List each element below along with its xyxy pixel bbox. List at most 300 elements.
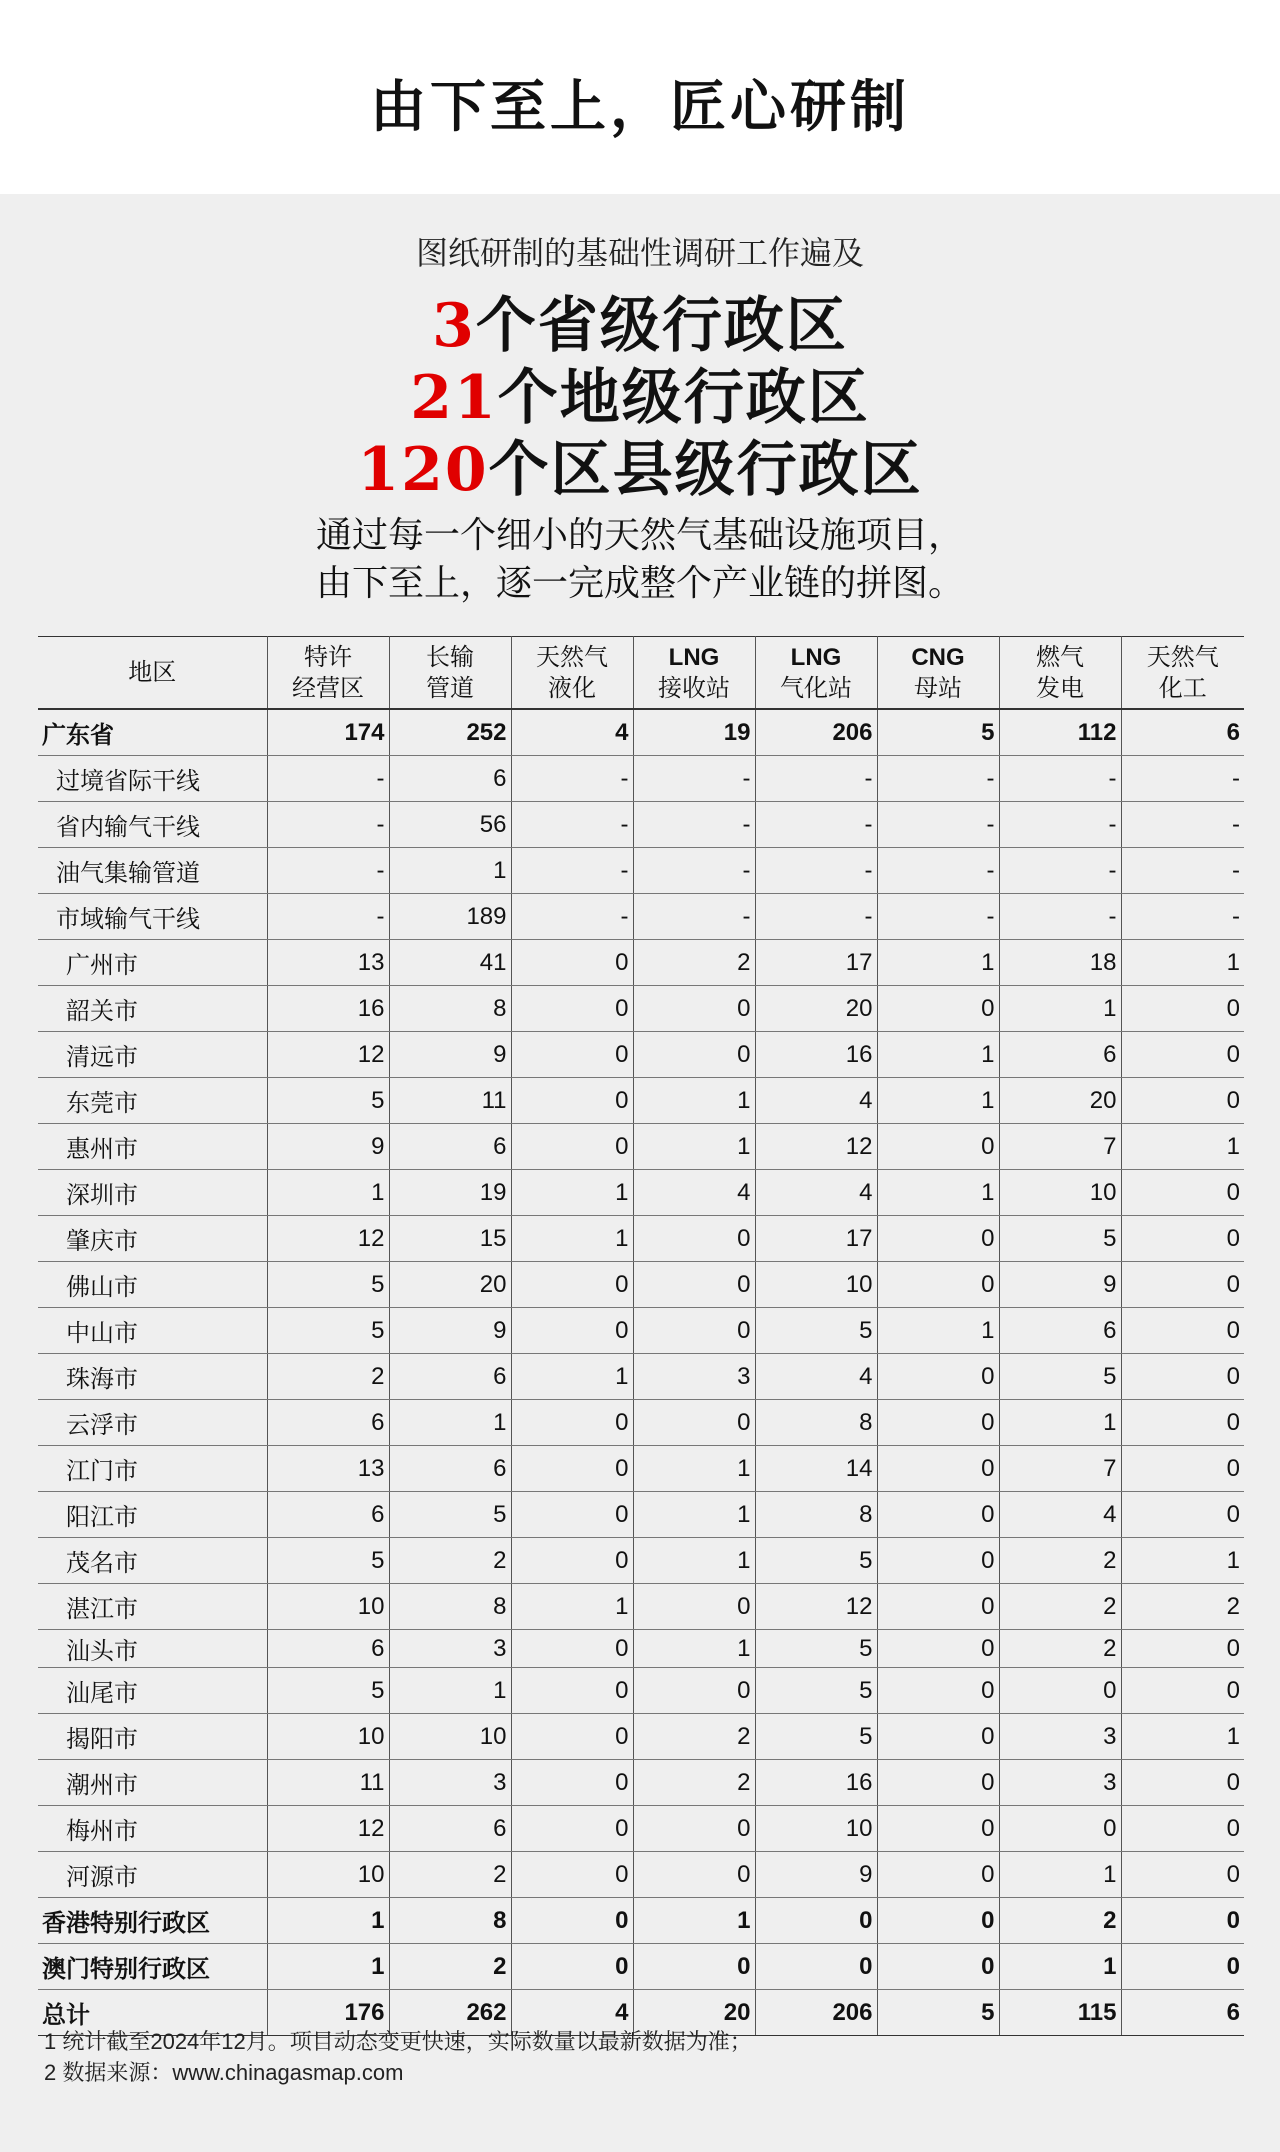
value-cell: 10 [267, 1852, 389, 1898]
column-header-line2: 液化 [548, 674, 596, 702]
value-cell: 0 [755, 1898, 877, 1944]
region-cell: 清远市 [38, 1032, 267, 1078]
value-cell: 5 [999, 1216, 1121, 1262]
value-cell: 2 [633, 1760, 755, 1806]
value-cell: - [267, 802, 389, 848]
stat-label: 个区县级行政区 [488, 435, 923, 505]
value-cell: 1 [511, 1584, 633, 1630]
table-row [38, 1078, 1244, 1124]
value-cell: 3 [999, 1714, 1121, 1760]
value-cell: 5 [267, 1538, 389, 1584]
value-cell: 5 [267, 1668, 389, 1714]
lead-text: 图纸研制的基础性调研工作遍及 [415, 234, 864, 272]
value-cell: 0 [1121, 1668, 1244, 1714]
value-cell: 1 [511, 1354, 633, 1400]
value-cell: 0 [633, 986, 755, 1032]
value-cell: 1 [267, 1944, 389, 1990]
description [0, 512, 1280, 608]
table-row [38, 1308, 1244, 1354]
value-cell: 15 [389, 1216, 511, 1262]
value-cell: - [511, 848, 633, 894]
value-cell: 10 [267, 1584, 389, 1630]
value-cell: 2 [389, 1538, 511, 1584]
value-cell: 0 [511, 1262, 633, 1308]
table-row [38, 894, 1244, 940]
value-cell: 0 [633, 1216, 755, 1262]
table-row [38, 1714, 1244, 1760]
value-cell: 1 [633, 1538, 755, 1584]
value-cell: 8 [755, 1492, 877, 1538]
value-cell: 0 [1121, 1446, 1244, 1492]
value-cell: 0 [633, 1584, 755, 1630]
value-cell: 6 [267, 1400, 389, 1446]
value-cell: 1 [999, 1944, 1121, 1990]
region-cell: 韶关市 [38, 986, 267, 1032]
table-row [38, 1354, 1244, 1400]
value-cell: 0 [1121, 1216, 1244, 1262]
value-cell: 5 [389, 1492, 511, 1538]
value-cell: 0 [511, 1944, 633, 1990]
region-cell: 油气集输管道 [38, 848, 267, 894]
value-cell: 0 [633, 1668, 755, 1714]
value-cell: 174 [267, 709, 389, 756]
value-cell: 252 [389, 709, 511, 756]
value-cell: 0 [511, 1806, 633, 1852]
value-cell: 0 [1121, 1852, 1244, 1898]
table-row [38, 1170, 1244, 1216]
value-cell: 1 [511, 1170, 633, 1216]
value-cell: 10 [755, 1262, 877, 1308]
value-cell: 10 [389, 1714, 511, 1760]
value-cell: 9 [755, 1852, 877, 1898]
value-cell: 0 [1121, 986, 1244, 1032]
value-cell: - [511, 894, 633, 940]
value-cell: 1 [999, 986, 1121, 1032]
value-cell: 41 [389, 940, 511, 986]
value-cell: 0 [511, 1492, 633, 1538]
value-cell: - [999, 802, 1121, 848]
value-cell: 0 [877, 1668, 999, 1714]
value-cell: 4 [511, 709, 633, 756]
value-cell: - [1121, 848, 1244, 894]
value-cell: 9 [999, 1262, 1121, 1308]
value-cell: 0 [877, 1630, 999, 1668]
table-row [38, 1538, 1244, 1584]
value-cell: 3 [633, 1354, 755, 1400]
value-cell: 16 [267, 986, 389, 1032]
stat-number: 120 [357, 435, 489, 505]
value-cell: 0 [1121, 1630, 1244, 1668]
value-cell: - [1121, 756, 1244, 802]
value-cell: 1 [1121, 1124, 1244, 1170]
region-cell: 广州市 [38, 940, 267, 986]
region-cell: 湛江市 [38, 1584, 267, 1630]
value-cell: 16 [755, 1032, 877, 1078]
region-cell: 河源市 [38, 1852, 267, 1898]
value-cell: 2 [389, 1944, 511, 1990]
stat-province [0, 290, 1280, 362]
column-header-line1: CNG [911, 643, 965, 671]
value-cell: 2 [267, 1354, 389, 1400]
value-cell: 206 [755, 709, 877, 756]
column-header [633, 637, 755, 710]
region-cell: 市域输气干线 [38, 894, 267, 940]
value-cell: - [999, 848, 1121, 894]
value-cell: 2 [999, 1898, 1121, 1944]
value-cell: 12 [755, 1584, 877, 1630]
value-cell: 5 [877, 709, 999, 756]
value-cell: - [633, 848, 755, 894]
value-cell: 6 [267, 1492, 389, 1538]
value-cell: - [999, 756, 1121, 802]
value-cell: 5 [267, 1262, 389, 1308]
value-cell: 1 [877, 1078, 999, 1124]
value-cell: 7 [999, 1124, 1121, 1170]
value-cell: 1 [999, 1852, 1121, 1898]
value-cell: 115 [999, 1990, 1121, 2036]
value-cell: 0 [633, 1400, 755, 1446]
value-cell: 3 [999, 1760, 1121, 1806]
region-cell: 总计 [38, 1990, 267, 2036]
value-cell: 5 [267, 1078, 389, 1124]
value-cell: 5 [755, 1308, 877, 1354]
value-cell: 14 [755, 1446, 877, 1492]
value-cell: 11 [267, 1760, 389, 1806]
value-cell: 20 [633, 1990, 755, 2036]
column-header-line1: 地区 [128, 659, 177, 686]
value-cell: 6 [999, 1032, 1121, 1078]
value-cell: - [511, 756, 633, 802]
value-cell: 12 [267, 1032, 389, 1078]
column-header [38, 637, 267, 710]
value-cell: - [999, 894, 1121, 940]
value-cell: 0 [999, 1806, 1121, 1852]
table-row [38, 986, 1244, 1032]
region-cell: 江门市 [38, 1446, 267, 1492]
value-cell: 206 [755, 1990, 877, 2036]
value-cell: 5 [755, 1538, 877, 1584]
value-cell: 20 [755, 986, 877, 1032]
column-header-line1: 特许 [304, 643, 352, 671]
table-row [38, 1124, 1244, 1170]
value-cell: 0 [633, 1308, 755, 1354]
value-cell: 1 [633, 1492, 755, 1538]
stat-prefecture [0, 362, 1280, 434]
value-cell: 2 [1121, 1584, 1244, 1630]
region-cell: 云浮市 [38, 1400, 267, 1446]
value-cell: 19 [633, 709, 755, 756]
table-row [38, 1492, 1244, 1538]
stats-block [0, 290, 1280, 506]
value-cell: 20 [999, 1078, 1121, 1124]
footnote: 1 统计截至2024年12月。项目动态变更快速，实际数量以最新数据为准； [44, 2029, 752, 2054]
page-title: 由下至上，匠心研制 [370, 75, 910, 140]
value-cell: 5 [755, 1668, 877, 1714]
value-cell: 1 [1121, 1538, 1244, 1584]
value-cell: 7 [999, 1446, 1121, 1492]
value-cell: 0 [877, 1216, 999, 1262]
value-cell: 0 [1121, 1170, 1244, 1216]
value-cell: 0 [511, 1446, 633, 1492]
value-cell: 6 [389, 756, 511, 802]
value-cell: 17 [755, 1216, 877, 1262]
value-cell: - [877, 848, 999, 894]
value-cell: 4 [755, 1170, 877, 1216]
table-row [38, 1898, 1244, 1944]
value-cell: 1 [999, 1400, 1121, 1446]
column-header-line1: 长输 [426, 643, 474, 671]
value-cell: 6 [1121, 709, 1244, 756]
region-cell: 梅州市 [38, 1806, 267, 1852]
table-row [38, 1262, 1244, 1308]
table-row [38, 1806, 1244, 1852]
value-cell: 17 [755, 940, 877, 986]
column-header [511, 637, 633, 710]
value-cell: 12 [755, 1124, 877, 1170]
value-cell: 1 [389, 1668, 511, 1714]
value-cell: 1 [389, 1400, 511, 1446]
table-row [38, 756, 1244, 802]
region-cell: 省内输气干线 [38, 802, 267, 848]
value-cell: 0 [1121, 1078, 1244, 1124]
column-header-line2: 接收站 [658, 674, 730, 702]
value-cell: 13 [267, 940, 389, 986]
value-cell: 0 [877, 986, 999, 1032]
value-cell: 0 [511, 1668, 633, 1714]
value-cell: - [1121, 802, 1244, 848]
value-cell: 0 [511, 1852, 633, 1898]
value-cell: 1 [877, 940, 999, 986]
value-cell: 189 [389, 894, 511, 940]
value-cell: 4 [755, 1078, 877, 1124]
value-cell: 1 [633, 1630, 755, 1668]
value-cell: 5 [267, 1308, 389, 1354]
value-cell: 0 [1121, 1944, 1244, 1990]
value-cell: 0 [511, 940, 633, 986]
value-cell: 0 [633, 1806, 755, 1852]
column-header-line2: 经营区 [292, 674, 364, 702]
title-band [0, 0, 1280, 194]
value-cell: 4 [999, 1492, 1121, 1538]
value-cell: 262 [389, 1990, 511, 2036]
value-cell: 8 [755, 1400, 877, 1446]
value-cell: 19 [389, 1170, 511, 1216]
value-cell: 3 [389, 1760, 511, 1806]
value-cell: - [633, 802, 755, 848]
value-cell: - [755, 894, 877, 940]
value-cell: 0 [1121, 1492, 1244, 1538]
value-cell: 12 [267, 1806, 389, 1852]
table-row [38, 1032, 1244, 1078]
value-cell: 5 [877, 1990, 999, 2036]
region-cell: 肇庆市 [38, 1216, 267, 1262]
column-header-line2: 母站 [914, 674, 962, 702]
value-cell: 4 [755, 1354, 877, 1400]
value-cell: 1 [633, 1898, 755, 1944]
value-cell: - [633, 756, 755, 802]
value-cell: 176 [267, 1990, 389, 2036]
value-cell: - [755, 848, 877, 894]
stat-number: 21 [410, 363, 498, 433]
value-cell: 0 [877, 1714, 999, 1760]
region-cell: 中山市 [38, 1308, 267, 1354]
value-cell: 9 [267, 1124, 389, 1170]
value-cell: 8 [389, 1898, 511, 1944]
value-cell: 1 [877, 1308, 999, 1354]
value-cell: 6 [389, 1446, 511, 1492]
value-cell: 10 [267, 1714, 389, 1760]
footnote: 2 数据来源：www.chinagasmap.com [44, 2060, 404, 2085]
value-cell: 0 [511, 1714, 633, 1760]
value-cell: 20 [389, 1262, 511, 1308]
value-cell: 0 [511, 1308, 633, 1354]
value-cell: 0 [1121, 1308, 1244, 1354]
value-cell: 0 [511, 1760, 633, 1806]
value-cell: - [511, 802, 633, 848]
value-cell: 3 [389, 1630, 511, 1668]
value-cell: 0 [877, 1538, 999, 1584]
value-cell: 6 [267, 1630, 389, 1668]
table-row [38, 1630, 1244, 1668]
table-row [38, 940, 1244, 986]
table-row [38, 1944, 1244, 1990]
value-cell: 0 [1121, 1262, 1244, 1308]
table-row [38, 709, 1244, 756]
value-cell: 0 [1121, 1354, 1244, 1400]
value-cell: 0 [633, 1852, 755, 1898]
column-header-line1: 天然气 [1146, 643, 1219, 671]
value-cell: 8 [389, 986, 511, 1032]
value-cell: 2 [999, 1584, 1121, 1630]
value-cell: 0 [1121, 1032, 1244, 1078]
value-cell: 2 [633, 1714, 755, 1760]
value-cell: 5 [999, 1354, 1121, 1400]
table-row [38, 1760, 1244, 1806]
column-header-line1: LNG [668, 643, 720, 671]
value-cell: 6 [389, 1124, 511, 1170]
value-cell: 0 [511, 1898, 633, 1944]
table-row [38, 1852, 1244, 1898]
value-cell: 8 [389, 1584, 511, 1630]
value-cell: 10 [755, 1806, 877, 1852]
value-cell: 0 [511, 1538, 633, 1584]
value-cell: 1 [1121, 1714, 1244, 1760]
region-cell: 澳门特别行政区 [38, 1944, 267, 1990]
region-cell: 潮州市 [38, 1760, 267, 1806]
value-cell: 18 [999, 940, 1121, 986]
value-cell: - [755, 756, 877, 802]
value-cell: 0 [1121, 1760, 1244, 1806]
value-cell: 11 [389, 1078, 511, 1124]
value-cell: - [755, 802, 877, 848]
stat-county [0, 434, 1280, 506]
value-cell: 0 [877, 1492, 999, 1538]
value-cell: 1 [633, 1124, 755, 1170]
table-row [38, 1446, 1244, 1492]
value-cell: 0 [511, 1032, 633, 1078]
table-row [38, 1400, 1244, 1446]
value-cell: 0 [877, 1760, 999, 1806]
value-cell: - [877, 756, 999, 802]
stat-number: 3 [432, 291, 476, 361]
column-header-line2: 发电 [1036, 674, 1084, 702]
value-cell: 0 [755, 1944, 877, 1990]
value-cell: 1 [877, 1170, 999, 1216]
value-cell: 0 [999, 1668, 1121, 1714]
value-cell: 0 [511, 1078, 633, 1124]
value-cell: 2 [999, 1630, 1121, 1668]
column-header-line1: 天然气 [536, 643, 608, 671]
table-row [38, 1216, 1244, 1262]
value-cell: 9 [389, 1308, 511, 1354]
value-cell: 0 [511, 1124, 633, 1170]
value-cell: 1 [633, 1078, 755, 1124]
region-cell: 汕尾市 [38, 1668, 267, 1714]
description-line: 由下至上，逐一完成整个产业链的拼图。 [315, 563, 964, 604]
stat-label: 个省级行政区 [475, 291, 848, 361]
value-cell: 13 [267, 1446, 389, 1492]
value-cell: 1 [633, 1446, 755, 1492]
value-cell: 0 [877, 1944, 999, 1990]
value-cell: 0 [877, 1584, 999, 1630]
value-cell: 6 [389, 1806, 511, 1852]
value-cell: 0 [511, 986, 633, 1032]
column-header-line1: LNG [790, 643, 842, 671]
value-cell: 6 [999, 1308, 1121, 1354]
value-cell: - [267, 756, 389, 802]
value-cell: 0 [877, 1446, 999, 1492]
region-cell: 珠海市 [38, 1354, 267, 1400]
value-cell: - [267, 894, 389, 940]
region-cell: 过境省际干线 [38, 756, 267, 802]
column-header-line2: 气化站 [780, 674, 852, 702]
value-cell: 9 [389, 1032, 511, 1078]
value-cell: 1 [511, 1216, 633, 1262]
value-cell: 0 [1121, 1806, 1244, 1852]
value-cell: 0 [633, 1944, 755, 1990]
value-cell: 16 [755, 1760, 877, 1806]
value-cell: 1 [267, 1170, 389, 1216]
region-cell: 惠州市 [38, 1124, 267, 1170]
value-cell: 0 [1121, 1400, 1244, 1446]
value-cell: 2 [389, 1852, 511, 1898]
value-cell: 6 [1121, 1990, 1244, 2036]
value-cell: 6 [389, 1354, 511, 1400]
column-header [389, 637, 511, 710]
region-cell: 深圳市 [38, 1170, 267, 1216]
value-cell: 4 [633, 1170, 755, 1216]
value-cell: 0 [877, 1400, 999, 1446]
value-cell: 0 [877, 1898, 999, 1944]
table-row [38, 1584, 1244, 1630]
stat-label: 个地级行政区 [497, 363, 870, 433]
value-cell: 112 [999, 709, 1121, 756]
value-cell: 2 [999, 1538, 1121, 1584]
value-cell: 10 [999, 1170, 1121, 1216]
region-cell: 茂名市 [38, 1538, 267, 1584]
description-line: 通过每一个细小的天然气基础设施项目， [315, 515, 964, 556]
value-cell: - [1121, 894, 1244, 940]
column-header [1121, 637, 1244, 710]
region-cell: 东莞市 [38, 1078, 267, 1124]
value-cell: 0 [877, 1262, 999, 1308]
region-cell: 香港特别行政区 [38, 1898, 267, 1944]
value-cell: 1 [267, 1898, 389, 1944]
value-cell: 2 [633, 940, 755, 986]
value-cell: 1 [877, 1032, 999, 1078]
value-cell: 12 [267, 1216, 389, 1262]
value-cell: 0 [877, 1806, 999, 1852]
